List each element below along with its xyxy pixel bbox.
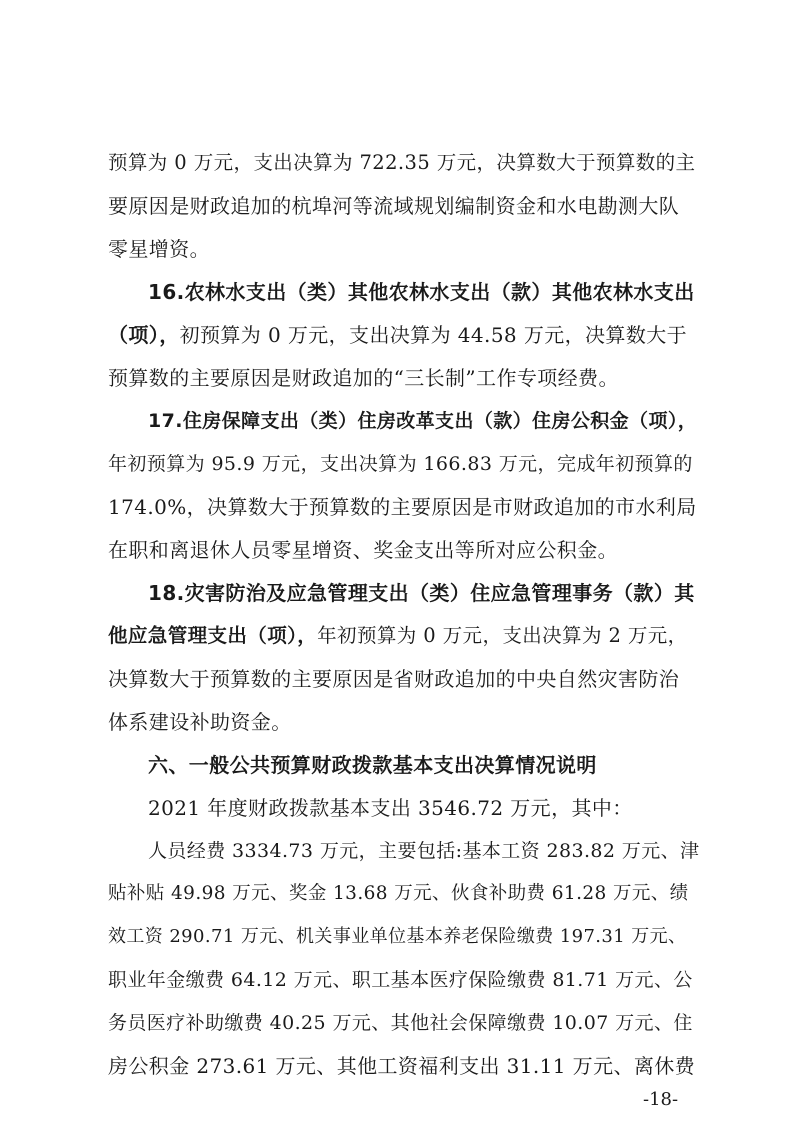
item-16-heading: 16.农林水支出（类）其他农林水支出（款）其他农林水支出 [148,280,695,304]
text-line: 务员医疗补助缴费 40.25 万元、其他社会保障缴费 10.07 万元、住 [108,1012,693,1034]
text-line: 在职和离退休人员零星增资、奖金支出等所对应公积金。 [108,538,618,562]
item-17-heading: 17.住房保障支出（类）住房改革支出（款）住房公积金（项）， [148,410,698,432]
text-line: 体系建设补助资金。 [108,710,292,734]
text-line [108,322,687,352]
text-line [108,623,688,653]
text-line: 2021 年度财政拨款基本支出 3546.72 万元，其中： [148,796,633,820]
item-18-heading: 18.灾害防治及应急管理支出（类）住应急管理事务（款）其 [148,581,695,605]
text-line: 效工资 290.71 万元、机关事业单位基本养老保险缴费 197.31 万元、 [108,926,687,947]
text-line: 预算数的主要原因是财政追加的“三长制”工作专项经费。 [108,366,619,390]
text-line: 贴补贴 49.98 万元、奖金 13.68 万元、伙食补助费 61.28 万元、绩 [108,883,689,904]
text-line: 预算为 0 万元，支出决算为 722.35 万元，决算数大于预算数的主 [108,151,696,174]
item-18-text: 年初预算为 0 万元，支出决算为 2 万元， [317,624,688,647]
text-line: 房公积金 273.61 万元、其他工资福利支出 31.11 万元、离休费 [108,1054,696,1078]
text-line: 零星增资。 [108,237,210,261]
text-line: 要原因是财政追加的杭埠河等流域规划编制资金和水电勘测大队 [108,194,680,218]
page-number: -18- [643,1089,679,1110]
section-6-heading: 六、一般公共预算财政拨款基本支出决算情况说明 [148,753,597,777]
text-line: 职业年金缴费 64.12 万元、职工基本医疗保险缴费 81.71 万元、公 [108,969,693,991]
text-line: 人员经费 3334.73 万元，主要包括:基本工资 283.82 万元、津 [148,840,700,862]
item-16-text: 初预算为 0 万元，支出决算为 44.58 万元，决算数大于 [179,323,688,347]
text-line: 决算数大于预算数的主要原因是省财政追加的中央自然灾害防治 [108,667,680,691]
text-line: 174.0%，决算数大于预算数的主要原因是市财政追加的市水利局 [108,495,697,519]
item-16-heading-cont: （项）， [108,323,180,347]
item-18-heading-cont: 他应急管理支出（项）， [108,624,318,647]
text-line: 年初预算为 95.9 万元，支出决算为 166.83 万元，完成年初预算的 [108,453,693,475]
